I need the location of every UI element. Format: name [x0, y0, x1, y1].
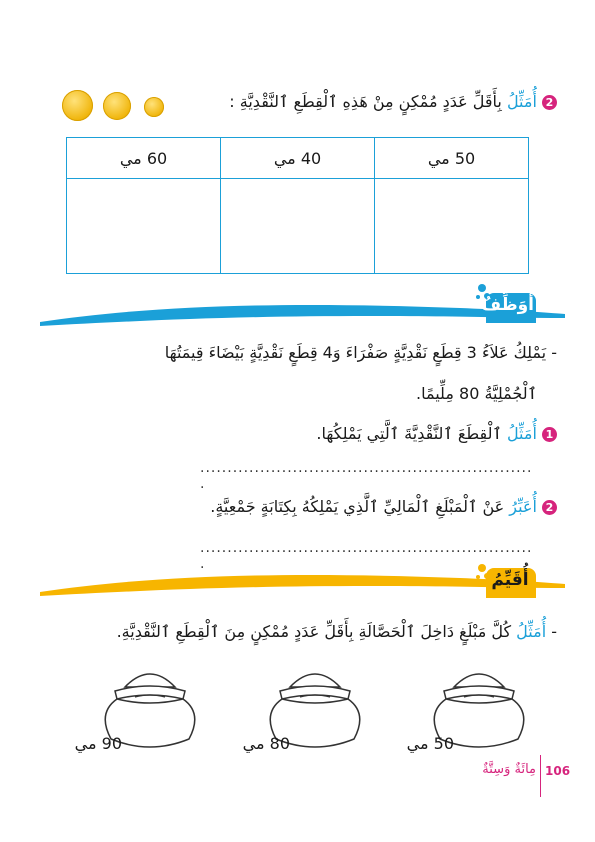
question-number: 2	[542, 500, 557, 515]
footer-separator	[540, 755, 541, 797]
question-verb: أُمَثِّلُ	[506, 424, 537, 443]
question-number: 2	[542, 95, 557, 110]
table-header: 40 مي	[221, 138, 375, 179]
jar-label: 80 مي	[242, 734, 290, 753]
jar-label: 50 مي	[406, 734, 454, 753]
table-answer-cell[interactable]	[375, 179, 529, 274]
question-number: 1	[542, 427, 557, 442]
question-1	[157, 423, 557, 445]
coin-large	[62, 90, 93, 121]
answer-line-1[interactable]: ............................................................. .	[200, 460, 533, 492]
answer-line-2[interactable]: ............................................................. .	[200, 540, 533, 572]
section-title: أُقَيِّمُ	[491, 570, 529, 590]
coin-images	[62, 90, 172, 122]
page-number-words: مِائَةٌ وَسِتَّةٌ	[482, 762, 536, 777]
question-verb: أُمَثِّلُ	[506, 92, 537, 111]
section2-instruction: - أُمَثِّلُ كُلَّ مَبْلَغٍ دَاخِلَ ٱلْحَصَّالَةِ بِأَقَلِّ عَدَدٍ مُمْكِنٍ مِنَ ٱلْقِطَعِ ٱلنَّقْدِيَّةِ.	[116, 622, 557, 641]
coin-table	[66, 137, 529, 274]
table-answer-cell[interactable]	[221, 179, 375, 274]
question-text: بِأَقَلِّ عَدَدٍ مُمْكِنٍ مِنْ هَذِهِ ٱلْقِطَعِ ٱلنَّقْدِيَّةِ :	[229, 92, 507, 111]
table-header: 50 مي	[375, 138, 529, 179]
coin-small	[144, 97, 164, 117]
section-title: أُوَظِّفُ	[481, 295, 534, 315]
table-answer-cell[interactable]	[67, 179, 221, 274]
page-number: 106	[545, 764, 571, 778]
coin-medium	[103, 92, 131, 120]
question-2	[137, 496, 557, 518]
question-verb: أُعَبِّرُ	[509, 497, 537, 516]
section1-paragraph-line2: ٱلْجُمْلِيَّةُ 80 مِلِّيمًا.	[416, 384, 537, 403]
table-header: 60 مي	[67, 138, 221, 179]
jar-label: 90 مي	[74, 734, 122, 753]
question-text: ٱلْقِطَعَ ٱلنَّقْدِيَّةَ ٱلَّتِي يَمْلِكُهَا.	[316, 424, 507, 443]
instruction-text: كُلَّ مَبْلَغٍ دَاخِلَ ٱلْحَصَّالَةِ بِأَقَلِّ عَدَدٍ مُمْكِنٍ مِنَ ٱلْقِطَعِ ٱلنَّقْدِيَّةِ.	[116, 622, 517, 641]
instruction-verb: أُمَثِّلُ	[516, 622, 547, 641]
question-2-top	[187, 91, 557, 113]
section1-paragraph-line1: - يَمْلِكُ عَلاَءُ 3 قِطَعٍ نَقْدِيَّةٍ صَفْرَاءَ وَ4 قِطَعٍ نَقْدِيَّةٍ بَيْضَاءَ قِيمَتُهَا	[164, 343, 557, 362]
question-text: عَنْ ٱلْمَبْلَغِ ٱلْمَالِيِّ ٱلَّذِي يَمْلِكُهُ بِكِتَابَةٍ جَمْعِيَّةٍ.	[210, 497, 510, 516]
